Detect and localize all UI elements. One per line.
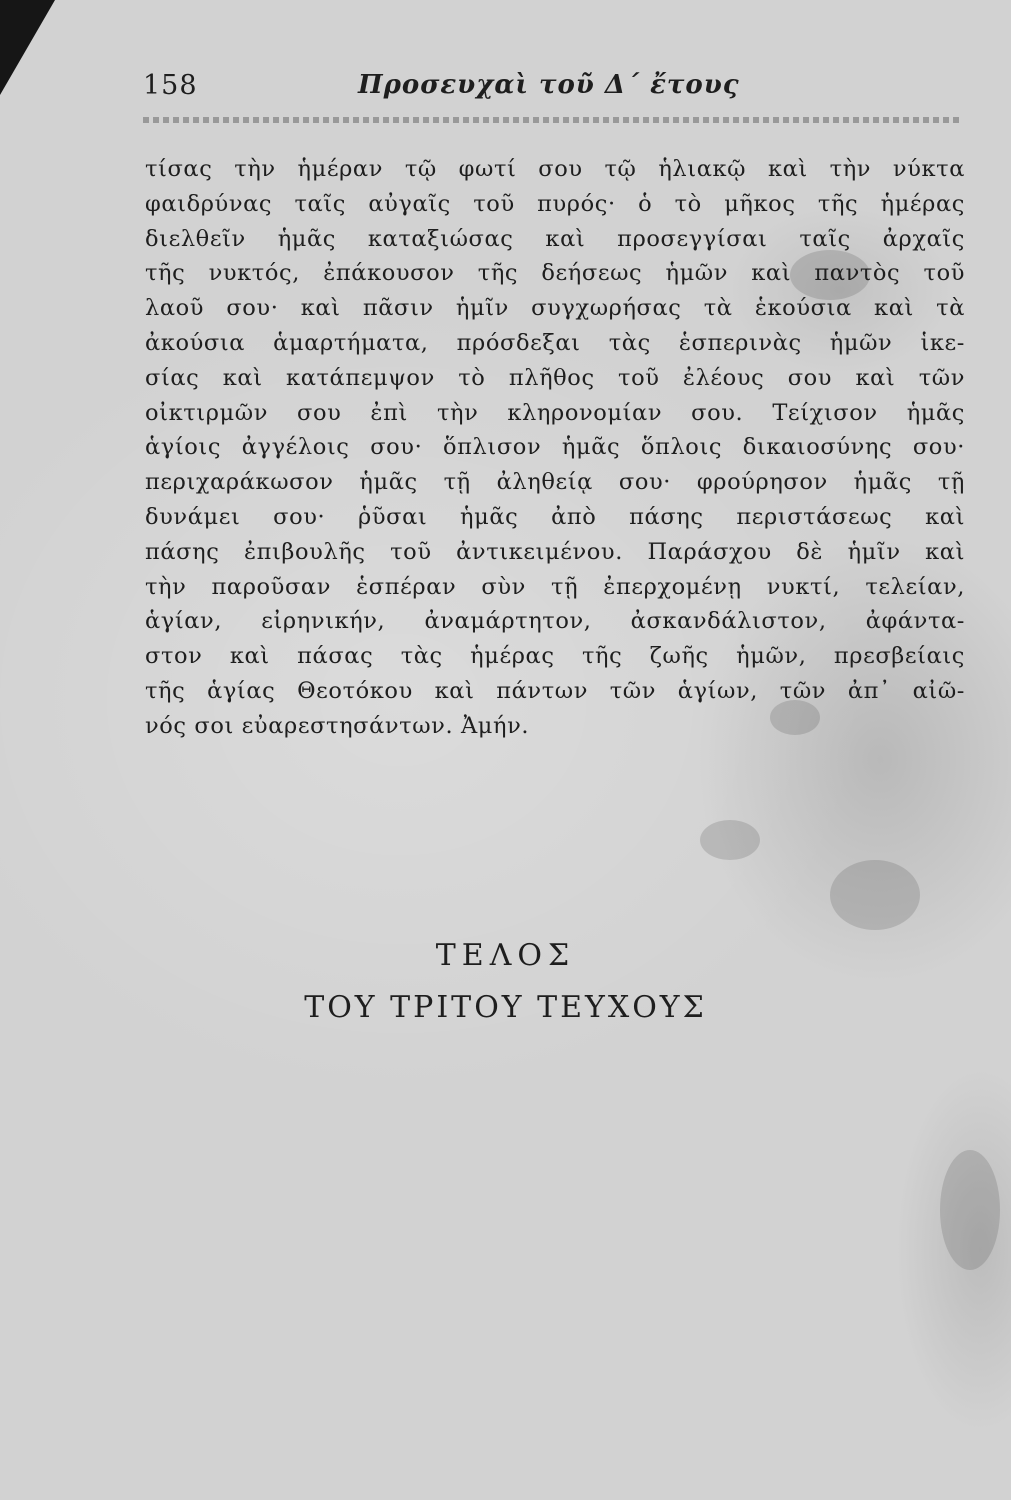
text-line: φαιδρύνας ταῖς αὐγαῖς τοῦ πυρός· ὁ τὸ μῆκος τῆς ἡμέρας [145,190,965,217]
running-title: Προσευχαὶ τοῦ Δ΄ ἔτους [358,70,740,100]
stain [700,820,760,860]
text-line: σίας καὶ κατάπεμψον τὸ πλῆθος τοῦ ἐλέους σου καὶ τῶν [145,364,965,391]
header-rule [143,117,963,123]
text-line: ἁγίοις ἀγγέλοις σου· ὅπλισον ἡμᾶς ὅπλοις δικαιοσύνης σου· [145,434,965,461]
page-header [143,70,963,110]
torn-corner [0,0,55,95]
text-line: νός σοι εὐαρεστησάντων. Ἀμήν. [145,712,530,739]
end-title: ΤΕΛΟΣ [435,938,576,973]
text-line: στον καὶ πάσας τὰς ἡμέρας τῆς ζωῆς ἡμῶν, πρεσβείαις [145,643,965,670]
text-line: οἰκτιρμῶν σου ἐπὶ τὴν κληρονομίαν σου. Τείχισον ἡμᾶς [145,399,965,426]
page-number: 158 [143,70,198,101]
text-line: δυνάμει σου· ῥῦσαι ἡμᾶς ἀπὸ πάσης περιστάσεως καὶ [145,503,965,530]
text-line: τὴν παροῦσαν ἑσπέραν σὺν τῇ ἐπερχομένῃ νυκτί, τελείαν, [145,573,965,600]
text-line: τίσας τὴν ἡμέραν τῷ φωτί σου τῷ ἡλιακῷ καὶ τὴν νύκτα [145,156,965,182]
stain [830,860,920,930]
stain [940,1150,1000,1270]
text-line: ἀκούσια ἁμαρτήματα, πρόσδεξαι τὰς ἑσπερινὰς ἡμῶν ἱκε- [145,329,965,356]
text-line: ἁγίαν, εἰρηνικήν, ἀναμάρτητον, ἀσκανδάλιστον, ἀφάντα- [145,608,965,635]
prayer-text [145,152,965,744]
text-line: τῆς νυκτός, ἐπάκουσον τῆς δεήσεως ἡμῶν καὶ παντὸς τοῦ [145,260,965,287]
issue-subtitle: ΤΟΥ ΤΡΙΤΟΥ ΤΕΥΧΟΥΣ [304,990,707,1025]
text-line: διελθεῖν ἡμᾶς καταξιώσας καὶ προσεγγίσαι ταῖς ἀρχαῖς [145,225,965,252]
text-line: περιχαράκωσον ἡμᾶς τῇ ἀληθείᾳ σου· φρούρησον ἡμᾶς τῇ [145,469,965,496]
text-line: λαοῦ σου· καὶ πᾶσιν ἡμῖν συγχωρήσας τὰ ἑκούσια καὶ τὰ [145,295,965,322]
text-line: τῆς ἁγίας Θεοτόκου καὶ πάντων τῶν ἁγίων, τῶν ἀπ᾽ αἰῶ- [145,677,965,704]
text-line: πάσης ἐπιβουλῆς τοῦ ἀντικειμένου. Παράσχου δὲ ἡμῖν καὶ [145,538,965,565]
